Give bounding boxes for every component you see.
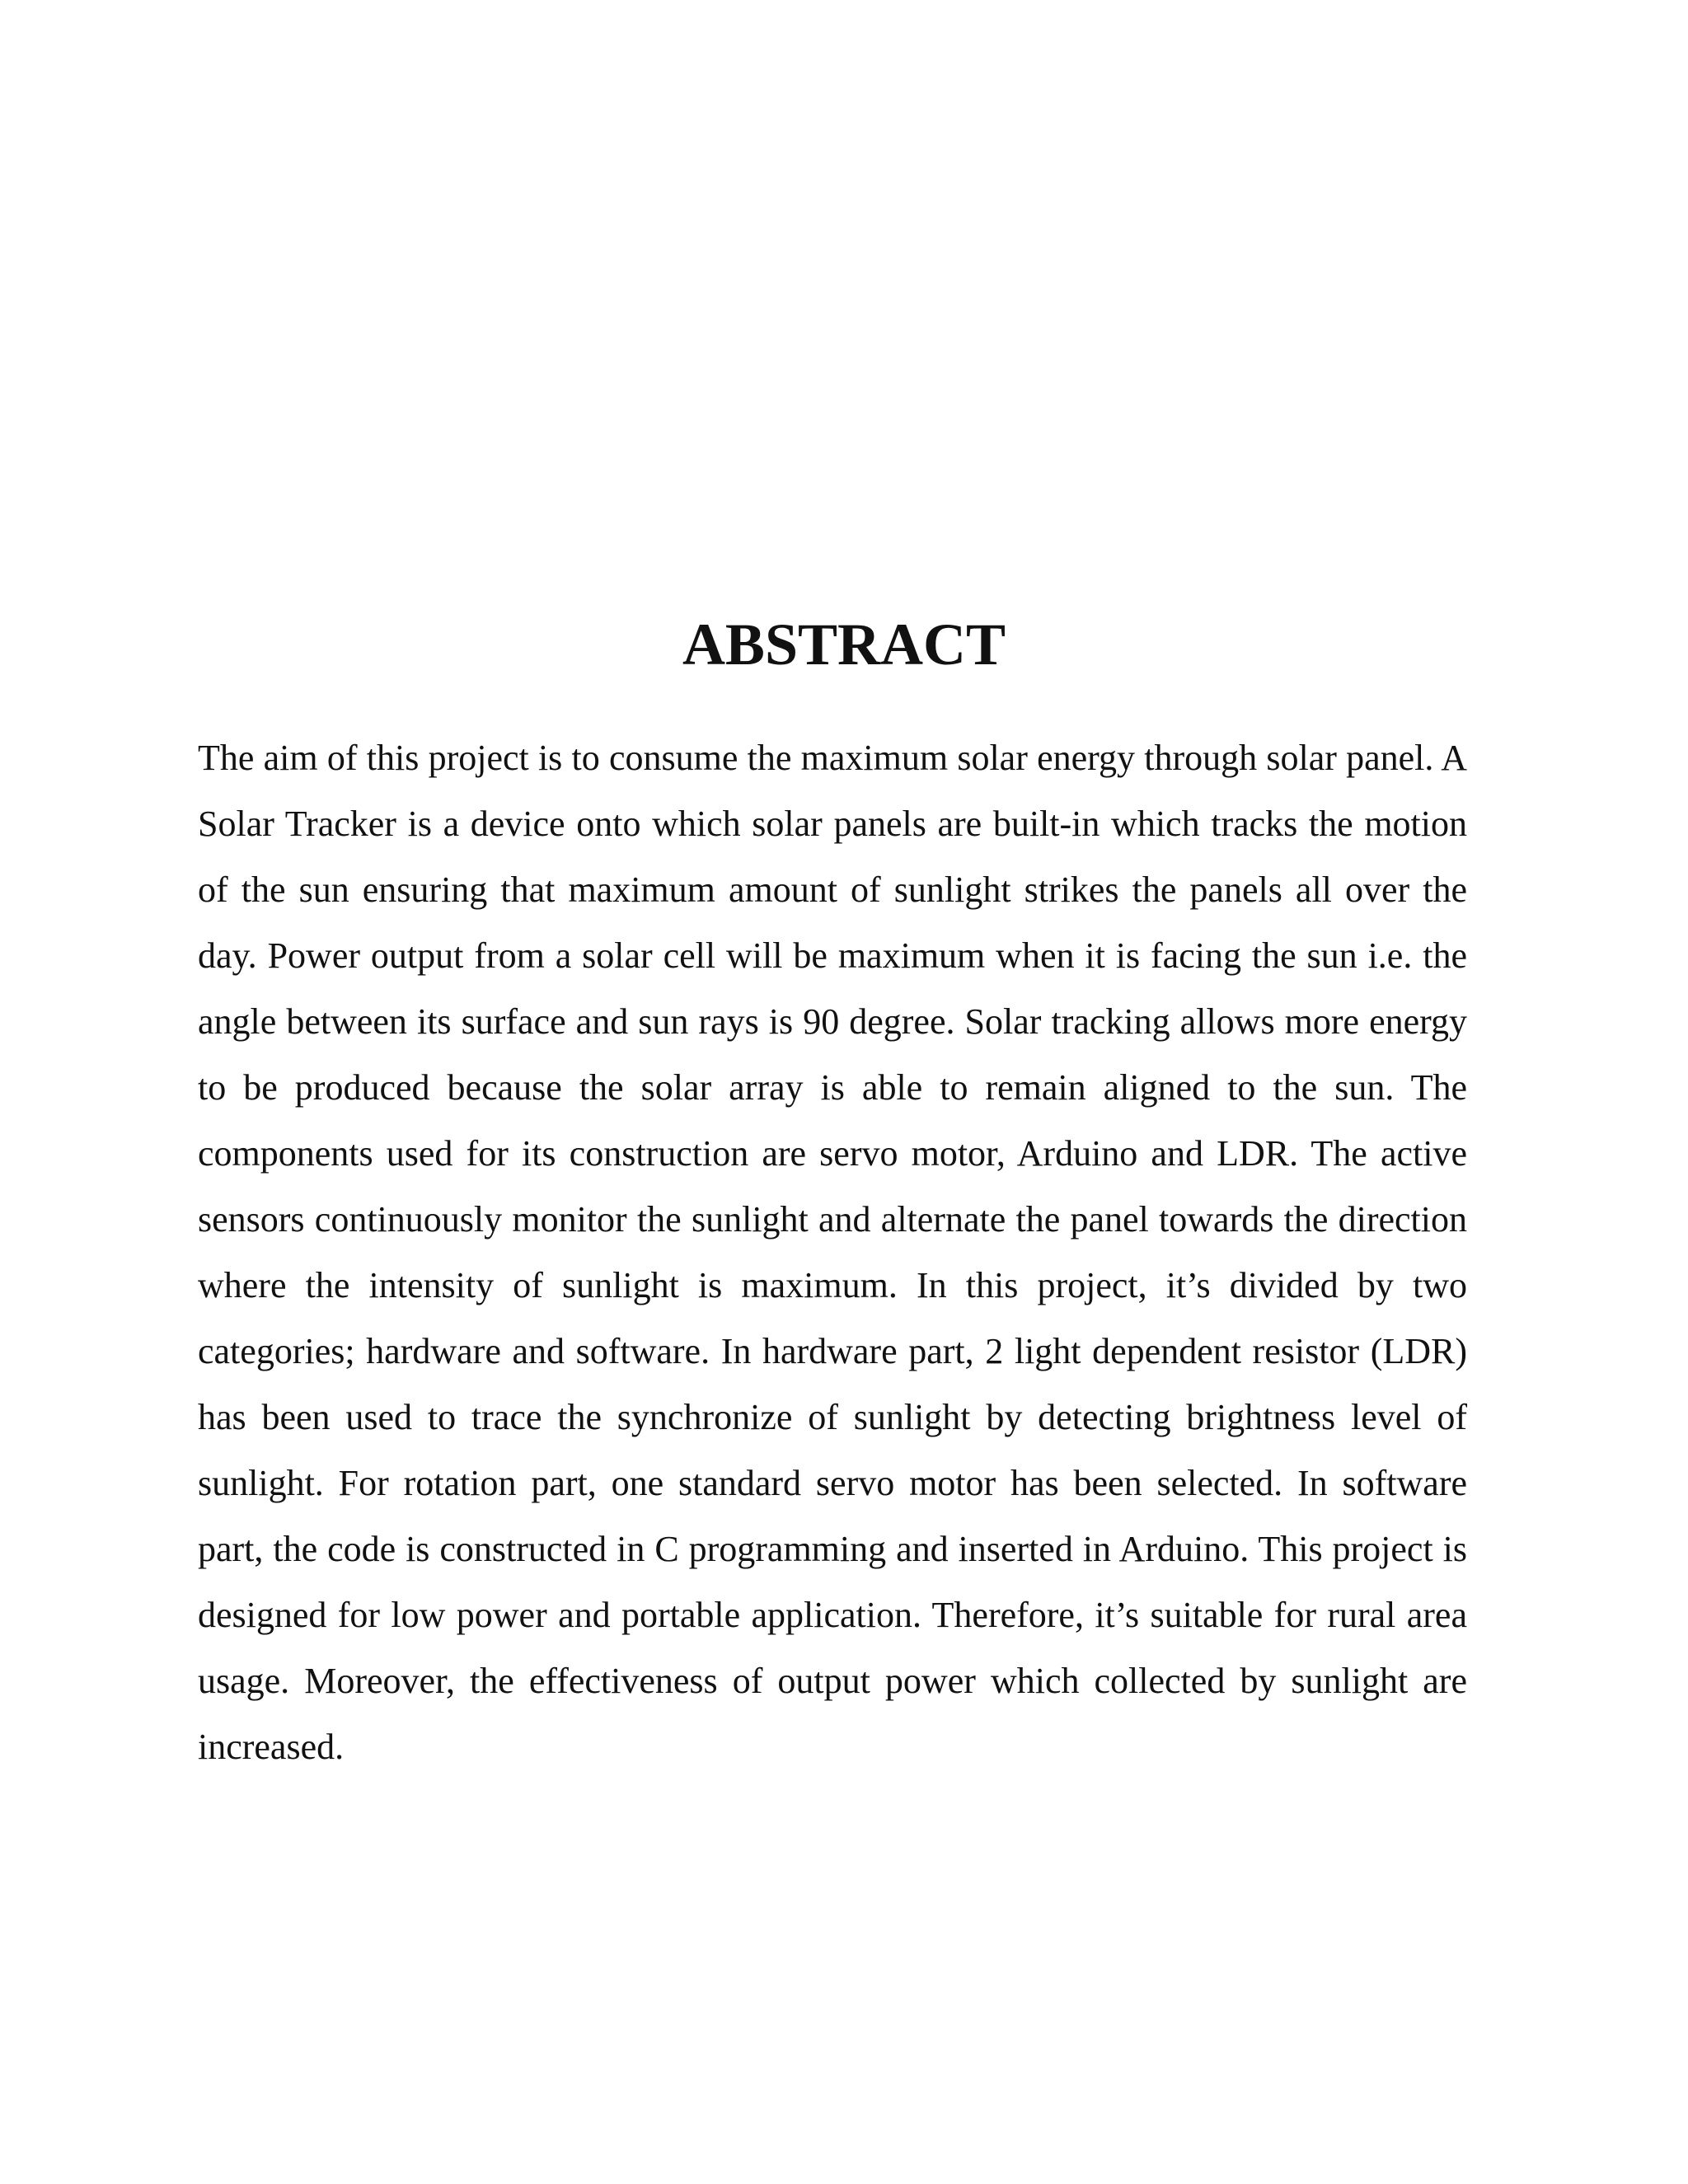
abstract-paragraph: The aim of this project is to consume the maximum solar energy through solar panel. A Solar Tracker is a device onto which solar panels are built-in which tracks the motion of the sun ensuring that maximum amount of sunlight strikes the panels all over the day. Power output from a solar cell will be maximum when it is facing the sun i.e. the angle between its surface and sun rays is 90 degree. Solar tracking allows more energy to be produced because the solar array is able to remain aligned to the sun. The components used for its construction are servo motor, Arduino and LDR. The active sensors continuously monitor the sunlight and alternate the panel towards the direction where the intensity of sunlight is maximum. In this project, it’s divided by two categories; hardware and software. In hardware part, 2 light dependent resistor (LDR) has been used to trace the synchronize of sunlight by detecting brightness level of sunlight. For rotation part, one standard servo motor has been selected. In software part, the code is constructed in C programming and inserted in Arduino. This project is designed for low power and portable application. Therefore, it’s suitable for rural area usage. Moreover, the effectiveness of output power which collected by sunlight are increased. (198, 738, 1467, 1767)
page-title: ABSTRACT (682, 612, 1006, 677)
